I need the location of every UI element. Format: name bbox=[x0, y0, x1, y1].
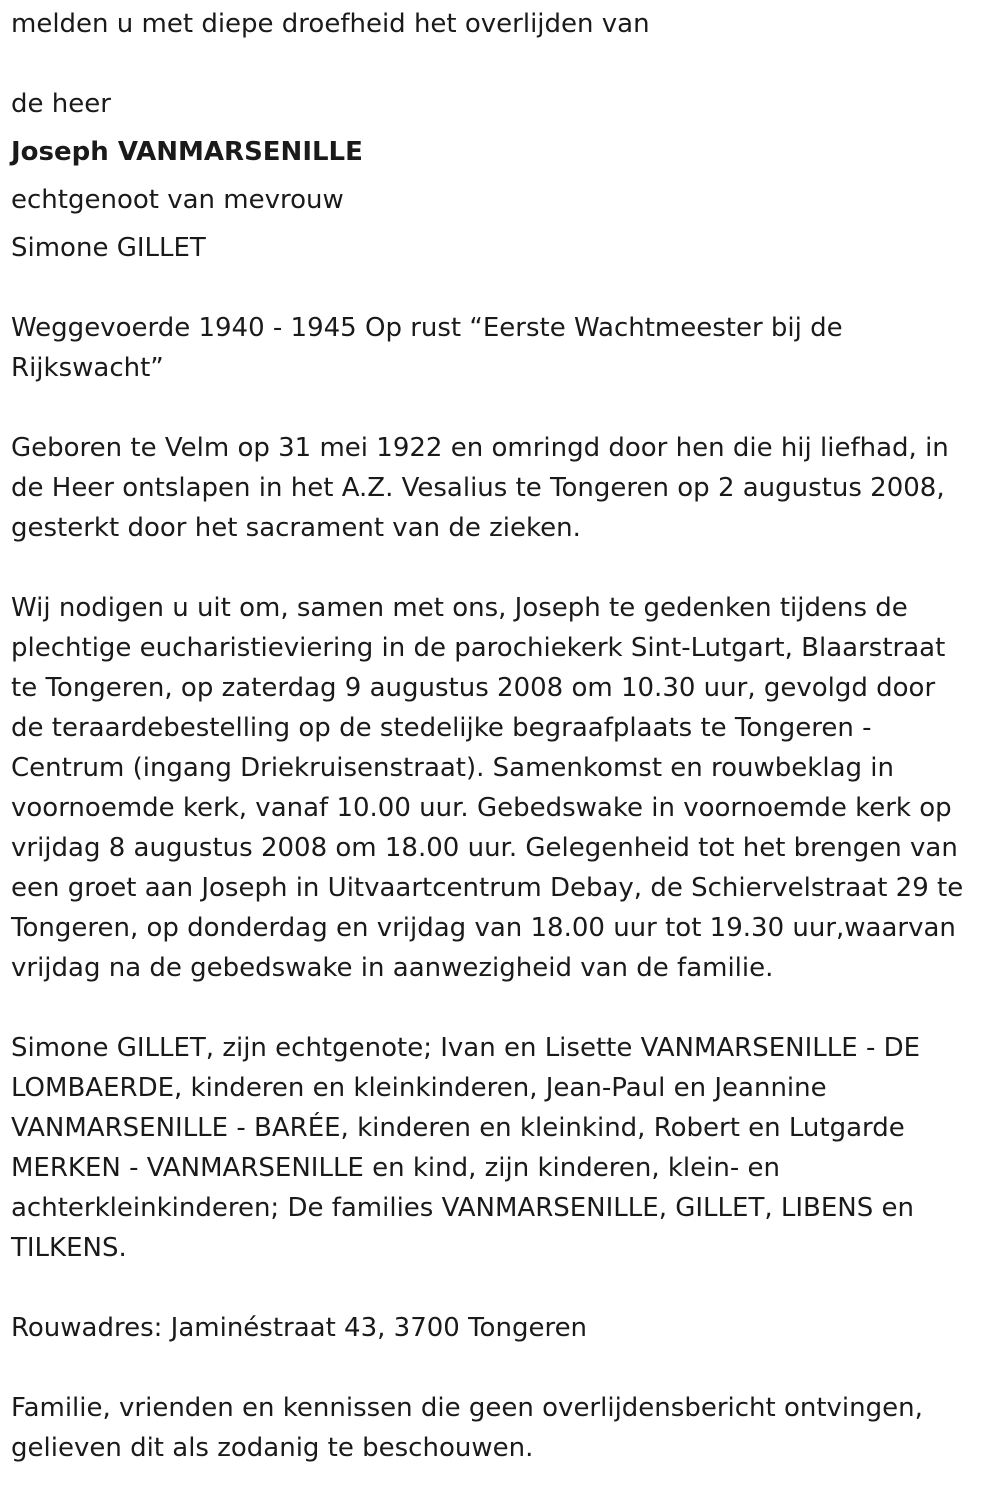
paragraph-line: Weggevoerde 1940 - 1945 Op rust “Eerste Wachtmeester bij de bbox=[11, 313, 843, 343]
paragraph-line: te Tongeren, op zaterdag 9 augustus 2008 om 10.30 uur, gevolgd door bbox=[11, 673, 936, 703]
paragraph-line: Wij nodigen u uit om, samen met ons, Joseph te gedenken tijdens de bbox=[11, 593, 908, 623]
paragraph-line: achterkleinkinderen; De families VANMARSENILLE, GILLET, LIBENS en bbox=[11, 1193, 914, 1223]
spacer bbox=[11, 268, 988, 308]
spouse-label: echtgenoot van mevrouw bbox=[11, 185, 344, 215]
mourning-address: Rouwadres: Jaminéstraat 43, 3700 Tongeren bbox=[11, 1313, 588, 1343]
paragraph-line: gelieven dit als zodanig te beschouwen. bbox=[11, 1433, 534, 1463]
deceased-name: Joseph VANMARSENILLE bbox=[11, 137, 363, 167]
spacer bbox=[11, 388, 988, 428]
spacer bbox=[11, 988, 988, 1028]
spacer bbox=[11, 1268, 988, 1308]
family-paragraph bbox=[11, 1028, 988, 1268]
paragraph-line: Rijkswacht” bbox=[11, 353, 164, 383]
spacer bbox=[11, 548, 988, 588]
paragraph-line: Geboren te Velm op 31 mei 1922 en omringd door hen die hij liefhad, in bbox=[11, 433, 949, 463]
salutation: de heer bbox=[11, 89, 111, 119]
paragraph-line: Centrum (ingang Driekruisenstraat). Samenkomst en rouwbeklag in bbox=[11, 753, 894, 783]
spouse-name: Simone GILLET bbox=[11, 233, 206, 263]
closing-paragraph bbox=[11, 1388, 988, 1468]
paragraph-line: TILKENS. bbox=[11, 1233, 127, 1263]
paragraph-line: een groet aan Joseph in Uitvaartcentrum Debay, de Schiervelstraat 29 te bbox=[11, 873, 964, 903]
spacer bbox=[11, 1348, 988, 1388]
ceremony-paragraph bbox=[11, 588, 988, 988]
paragraph-line: Simone GILLET, zijn echtgenote; Ivan en Lisette VANMARSENILLE - DE bbox=[11, 1033, 921, 1063]
spacer bbox=[11, 44, 988, 84]
paragraph-line: plechtige eucharistieviering in de parochiekerk Sint-Lutgart, Blaarstraat bbox=[11, 633, 946, 663]
paragraph-line: Tongeren, op donderdag en vrijdag van 18.00 uur tot 19.30 uur,waarvan bbox=[11, 913, 956, 943]
paragraph-line: gesterkt door het sacrament van de zieken. bbox=[11, 513, 581, 543]
paragraph-line: de Heer ontslapen in het A.Z. Vesalius te Tongeren op 2 augustus 2008, bbox=[11, 473, 945, 503]
paragraph-line: MERKEN - VANMARSENILLE en kind, zijn kinderen, klein- en bbox=[11, 1153, 780, 1183]
rank-paragraph bbox=[11, 308, 988, 388]
paragraph-line: vrijdag 8 augustus 2008 om 18.00 uur. Gelegenheid tot het brengen van bbox=[11, 833, 958, 863]
paragraph-line: de teraardebestelling op de stedelijke begraafplaats te Tongeren - bbox=[11, 713, 872, 743]
paragraph-line: vrijdag na de gebedswake in aanwezigheid van de familie. bbox=[11, 953, 774, 983]
paragraph-line: Familie, vrienden en kennissen die geen overlijdensbericht ontvingen, bbox=[11, 1393, 923, 1423]
paragraph-line: voornoemde kerk, vanaf 10.00 uur. Gebedswake in voornoemde kerk op bbox=[11, 793, 952, 823]
birth-paragraph bbox=[11, 428, 988, 548]
paragraph-line: LOMBAERDE, kinderen en kleinkinderen, Jean-Paul en Jeannine bbox=[11, 1073, 827, 1103]
paragraph-line: VANMARSENILLE - BARÉE, kinderen en kleinkind, Robert en Lutgarde bbox=[11, 1113, 905, 1143]
intro-text: melden u met diepe droefheid het overlijden van bbox=[11, 9, 650, 39]
